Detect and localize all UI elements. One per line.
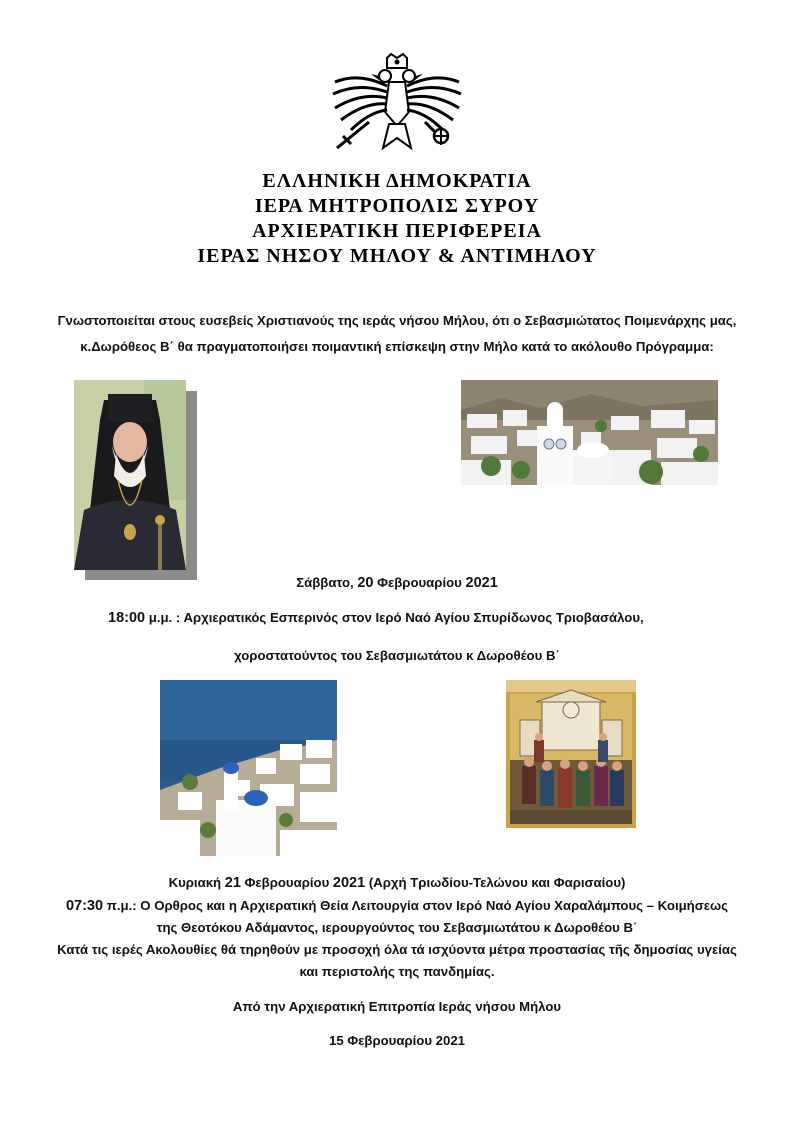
saturday-date xyxy=(0,572,794,594)
sunday-line-1 xyxy=(0,895,794,917)
header-title-2: ΙΕΡΑ ΜΗΤΡΟΠΟΛΙΣ ΣΥΡΟΥ xyxy=(254,195,540,217)
saturday-line-1-text: μ.μ. : Αρχιερατικός Εσπερινός στον Ιερό Ναό Αγίου Σπυρίδωνος Τριοβασάλου, xyxy=(145,610,644,625)
sunday-date xyxy=(0,872,794,894)
saturday-date-day: Σάββατο, xyxy=(296,575,358,590)
sunday-date-year: 2021 xyxy=(332,875,366,891)
sunday-date-note: (Αρχή Τριωδίου-Τελώνου και Φαρισαίου) xyxy=(365,875,626,890)
saturday-date-num: 20 xyxy=(357,575,374,591)
sunday-date-month: Φεβρουαρίου xyxy=(240,875,333,890)
intro-line-1: Γνωστοποιείται στους ευσεβείς Χριστιανούς της ιεράς νήσου Μήλου, ότι ο Σεβασμιώτατος Ποιμενάρχης μας, xyxy=(57,313,737,328)
header-title-3: ΑΡΧΙΕΡΑΤΙΚΗ ΠΕΡΙΦΕΡΕΙΑ xyxy=(252,220,542,242)
intro-line-2: κ.Δωρόθεος Β΄ θα πραγματοποιήσει ποιμαντική επίσκεψη στην Μήλο κατά το ακόλουθο Πρόγραμμα: xyxy=(80,339,714,354)
saturday-date-month: Φεβρουαρίου xyxy=(373,575,466,590)
sunday-date-day: Κυριακή xyxy=(168,875,225,890)
village-church-photo xyxy=(461,380,718,485)
sunday-time: 07:30 xyxy=(65,898,104,914)
footer-date: 15 Φεβρουαρίου 2021 xyxy=(328,1033,465,1048)
transfiguration-icon xyxy=(506,680,636,828)
emblem xyxy=(329,52,465,156)
header-title-4: ΙΕΡΑΣ ΝΗΣΟΥ ΜΗΛΟΥ & ΑΝΤΙΜΗΛΟΥ xyxy=(197,245,597,267)
sunday-line-1-text: π.μ.: Ο Ορθρος και η Αρχιερατική Θεία Λειτουργία στον Ιερό Ναό Αγίου Χαραλάμπους – Κοιμήσεως xyxy=(103,898,729,913)
sunday-date-num: 21 xyxy=(224,875,241,891)
double-headed-eagle-icon xyxy=(329,52,465,156)
sunday-line-3: Κατά τις ιερές Ακολουθίες θά τηρηθούν με προσοχή όλα τά ισχύοντα μέτρα προστασίας τῆς δημοσίας υγείας xyxy=(57,942,737,957)
coastal-village-photo xyxy=(160,680,337,856)
bishop-portrait xyxy=(74,380,186,570)
saturday-line-1 xyxy=(108,607,644,629)
footer-signature: Από την Αρχιερατική Επιτροπία Ιεράς νήσου Μήλου xyxy=(232,999,562,1014)
saturday-time: 18:00 xyxy=(108,610,146,626)
sunday-line-2: της Θεοτόκου Αδάμαντος, ιερουργούντος του Σεβασμιωτάτου κ Δωροθέου Β΄ xyxy=(156,920,638,935)
saturday-line-2: χοροστατούντος του Σεβασμιωτάτου κ Δωροθέου Β΄ xyxy=(234,648,560,663)
header-title-1: ΕΛΛΗΝΙΚΗ ΔΗΜΟΚΡΑΤΙΑ xyxy=(262,170,532,192)
saturday-date-year: 2021 xyxy=(465,575,498,591)
sunday-line-4: και περιστολής της πανδημίας. xyxy=(299,964,495,979)
